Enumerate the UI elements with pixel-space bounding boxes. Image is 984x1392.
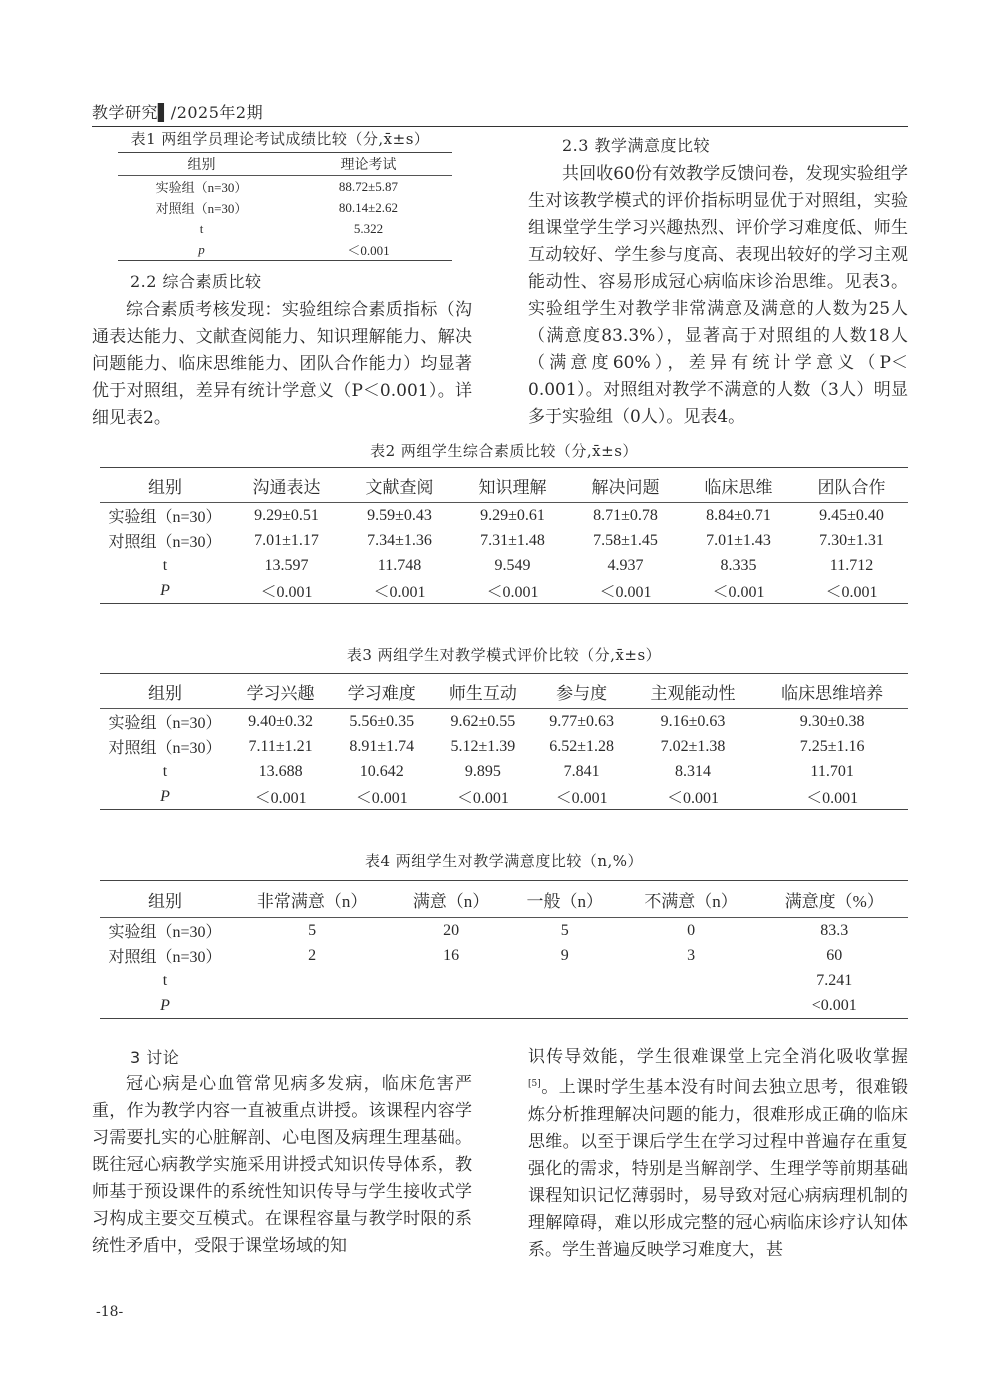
table-header-cell: 不满意（n） bbox=[644, 891, 738, 911]
section-2-2 bbox=[92, 268, 472, 432]
table-cell: 9.29±0.61 bbox=[480, 506, 545, 524]
table2-caption: 表2 两组学生综合素质比较（分,x̄±s） bbox=[370, 442, 638, 460]
table1-caption: 表1 两组学员理论考试成绩比较（分,x̄±s） bbox=[130, 130, 430, 148]
table1 bbox=[118, 152, 452, 261]
table-row bbox=[100, 968, 908, 993]
table-cell: 实验组（n=30） bbox=[108, 715, 222, 732]
table-row bbox=[118, 239, 452, 261]
table-cell: ＜0.001 bbox=[347, 243, 390, 258]
table-cell bbox=[394, 993, 508, 1019]
paragraph-text: 。上课时学生基本没有时间去独立思考，很难锻炼分析推理解决问题的能力，很难形成正确的临床思维。以至于课后学生在学习过程中普遍存在重复强化的需求，特别是当解剖学、生理学等前期基础课程知识记忆薄弱时，易导致对冠心病病理机制的理解障碍，难以形成完整的冠心病临床诊疗认知体系。学生普遍反映学习难度大，甚 bbox=[528, 1077, 908, 1260]
table-cell: 9.29±0.51 bbox=[254, 506, 319, 524]
table-cell: 80.14±2.62 bbox=[338, 199, 399, 215]
table-cell: 9.62±0.55 bbox=[450, 712, 516, 730]
table-cell: 5.12±1.39 bbox=[450, 737, 516, 755]
section-3-right bbox=[528, 1044, 908, 1264]
table-row bbox=[118, 176, 452, 198]
table-header-cell: 知识理解 bbox=[478, 477, 547, 497]
table-cell: 7.25±1.16 bbox=[799, 737, 865, 755]
table-cell: ＜0.001 bbox=[373, 584, 426, 601]
table2 bbox=[100, 467, 908, 604]
table-cell: 13.688 bbox=[258, 762, 303, 780]
table-cell bbox=[508, 968, 622, 993]
table-cell: 5 bbox=[308, 921, 317, 939]
table-header-cell: 主观能动性 bbox=[650, 683, 736, 703]
table-cell: 7.11±1.21 bbox=[248, 737, 313, 755]
table-cell: 2 bbox=[308, 946, 317, 964]
table-row bbox=[100, 528, 908, 553]
section-2-3 bbox=[528, 132, 908, 431]
table-cell: ＜0.001 bbox=[486, 584, 539, 601]
table-header-cell: 非常满意（n） bbox=[256, 891, 368, 911]
table-cell: 8.84±0.71 bbox=[706, 506, 771, 524]
table-header-cell: 组别 bbox=[148, 891, 182, 911]
table-row bbox=[100, 918, 908, 944]
table-cell: 11.748 bbox=[377, 556, 422, 574]
table-row bbox=[100, 578, 908, 604]
table-cell: ＜0.001 bbox=[825, 584, 878, 601]
table-cell: 60 bbox=[826, 946, 843, 964]
table-header-cell: 理论考试 bbox=[340, 158, 397, 173]
table-cell: ＜0.001 bbox=[260, 584, 313, 601]
section-3-left bbox=[92, 1044, 472, 1260]
table-cell bbox=[394, 968, 508, 993]
table-cell: 8.71±0.78 bbox=[593, 506, 658, 524]
table-cell: 7.01±1.17 bbox=[254, 531, 319, 549]
table-cell: ＜0.001 bbox=[806, 790, 859, 807]
table-header-cell: 沟通表达 bbox=[252, 477, 321, 497]
table-cell: ＜0.001 bbox=[355, 790, 408, 807]
table-header-cell: 临床思维 bbox=[704, 477, 773, 497]
table-row bbox=[100, 993, 908, 1019]
table-cell: ＜0.001 bbox=[456, 790, 509, 807]
table-header-row bbox=[100, 468, 908, 503]
table-header-cell: 学习难度 bbox=[347, 683, 416, 703]
table-cell: 11.712 bbox=[829, 556, 874, 574]
table-cell: 0 bbox=[687, 921, 696, 939]
table-cell: 7.30±1.31 bbox=[819, 531, 884, 549]
paragraph-text: 识传导效能，学生很难课堂上完全消化吸收掌握 bbox=[528, 1047, 908, 1067]
table-cell: 7.58±1.45 bbox=[593, 531, 658, 549]
table-row bbox=[100, 734, 908, 759]
table-cell: 9.45±0.40 bbox=[819, 506, 884, 524]
table4-caption: 表4 两组学生对教学满意度比较（n,%） bbox=[365, 852, 643, 870]
table-cell: 8.91±1.74 bbox=[349, 737, 415, 755]
table-cell: 83.3 bbox=[820, 921, 849, 939]
section-title: 2.2 综合素质比较 bbox=[130, 272, 262, 291]
table-cell: 7.31±1.48 bbox=[480, 531, 545, 549]
table-cell: 3 bbox=[687, 946, 696, 964]
section-title: 3 讨论 bbox=[130, 1048, 180, 1067]
table-row bbox=[100, 784, 908, 810]
table-header-row bbox=[118, 153, 452, 176]
table-cell: 7.34±1.36 bbox=[367, 531, 432, 549]
table-row bbox=[100, 553, 908, 578]
table-header-cell: 文献查阅 bbox=[365, 477, 434, 497]
table-row bbox=[118, 218, 452, 239]
table-cell: 对照组（n=30） bbox=[155, 201, 248, 216]
table-cell: 8.314 bbox=[675, 762, 711, 780]
table-cell: ＜0.001 bbox=[254, 790, 307, 807]
table-cell: t bbox=[162, 762, 168, 780]
table-cell: p bbox=[198, 241, 205, 257]
table-cell: 7.01±1.43 bbox=[706, 531, 771, 549]
paragraph: 共回收60份有效教学反馈问卷，发现实验组学生对该教学模式的评价指标明显优于对照组，实验组课堂学生学习兴趣热烈、评价学习难度低、师生互动较好、学生参与度高、表现出较好的学习主观能动性、容易形成冠心病临床诊治思维。见表3。实验组学生对教学非常满意及满意的人数为25人（满意度83.3%），显著高于对照组的人数18人（满意度60%），差异有统计学意义（P＜0.001）。对照组对教学不满意的人数（3人）明显多于实验组（0人）。见表4。 bbox=[528, 164, 908, 427]
table-header-cell: 组别 bbox=[187, 158, 216, 173]
table-cell: 实验组（n=30） bbox=[155, 180, 248, 195]
table-cell: t bbox=[162, 971, 168, 989]
table3 bbox=[100, 673, 908, 810]
table-cell: 实验组（n=30） bbox=[108, 924, 222, 941]
page-number: -18- bbox=[96, 1304, 124, 1320]
table-header-cell: 满意（n） bbox=[412, 891, 490, 911]
running-header bbox=[92, 100, 908, 127]
table-header-cell: 解决问题 bbox=[591, 477, 660, 497]
table-header-cell: 师生互动 bbox=[448, 683, 517, 703]
table-cell: 对照组（n=30） bbox=[108, 534, 222, 551]
table-cell: 5.56±0.35 bbox=[349, 712, 415, 730]
paragraph: 冠心病是心血管常见病多发病，临床危害严重，作为教学内容一直被重点讲授。该课程内容学习需要扎实的心脏解剖、心电图及病理生理基础。既往冠心病教学实施采用讲授式知识传导体系，教师基于预设课件的系统性知识传导与学生接收式学习构成主要交互模式。在课程容量与教学时限的系统性矛盾中，受限于课堂场域的知 bbox=[92, 1074, 472, 1256]
table-cell: 9.549 bbox=[494, 556, 531, 574]
table-cell: ＜0.001 bbox=[666, 790, 719, 807]
section-title: 2.3 教学满意度比较 bbox=[562, 136, 711, 155]
table-row bbox=[118, 197, 452, 218]
table-cell: ＜0.001 bbox=[555, 790, 608, 807]
table-cell: P bbox=[160, 787, 170, 805]
table-header-row bbox=[100, 881, 908, 918]
table-cell: ＜0.001 bbox=[712, 584, 765, 601]
table-cell: 13.597 bbox=[264, 556, 309, 574]
table-cell: 6.52±1.28 bbox=[549, 737, 614, 755]
table-cell: 7.841 bbox=[563, 762, 600, 780]
table-cell: t bbox=[162, 556, 168, 574]
table-cell: 对照组（n=30） bbox=[108, 949, 222, 966]
table4 bbox=[100, 880, 908, 1019]
table-header-row bbox=[100, 674, 908, 709]
table-header-cell: 组别 bbox=[148, 477, 182, 497]
table-cell: 8.335 bbox=[720, 556, 757, 574]
table3-caption: 表3 两组学生对教学模式评价比较（分,x̄±s） bbox=[346, 646, 662, 664]
table-header-cell: 团队合作 bbox=[817, 477, 886, 497]
table-cell bbox=[508, 993, 622, 1019]
table-cell: 7.02±1.38 bbox=[660, 737, 726, 755]
table-cell: 10.642 bbox=[359, 762, 404, 780]
table-cell: P bbox=[160, 581, 170, 599]
citation-ref: [5] bbox=[528, 1079, 541, 1089]
table-cell: 5.322 bbox=[353, 220, 384, 236]
table-header-cell: 参与度 bbox=[556, 683, 608, 703]
table-cell: 88.72±5.87 bbox=[338, 178, 399, 194]
table-cell: 9.16±0.63 bbox=[660, 712, 726, 730]
paragraph: 综合素质考核发现：实验组综合素质指标（沟通表达能力、文献查阅能力、知识理解能力、解决问题能力、临床思维能力、团队合作能力）均显著优于对照组，差异有统计学意义（P＜0.001）。详细见表2。 bbox=[92, 300, 472, 428]
table-header-cell: 一般（n） bbox=[526, 891, 603, 911]
table-cell: 9.30±0.38 bbox=[799, 712, 865, 730]
table-header-cell: 学习兴趣 bbox=[246, 683, 315, 703]
table-cell bbox=[622, 993, 761, 1019]
table-cell: ＜0.001 bbox=[599, 584, 652, 601]
table-cell: 实验组（n=30） bbox=[108, 509, 222, 526]
table-header-cell: 组别 bbox=[148, 683, 182, 703]
table-cell: 7.241 bbox=[816, 971, 853, 989]
table-cell: 对照组（n=30） bbox=[108, 740, 222, 757]
journal-issue: 教学研究▌/2025年2期 bbox=[92, 103, 264, 122]
table-cell: 16 bbox=[443, 946, 460, 964]
table-cell: 9.895 bbox=[464, 762, 501, 780]
table-cell: 4.937 bbox=[607, 556, 644, 574]
paragraph bbox=[528, 1044, 908, 1264]
table-cell: 9.77±0.63 bbox=[549, 712, 614, 730]
table-header-cell: 临床思维培养 bbox=[781, 683, 884, 703]
table-cell bbox=[230, 968, 394, 993]
table-row bbox=[100, 759, 908, 784]
table-cell: <0.001 bbox=[811, 996, 857, 1014]
table-cell: 11.701 bbox=[810, 762, 854, 780]
table-cell: P bbox=[160, 996, 170, 1014]
table-row bbox=[100, 503, 908, 529]
table-cell: 9.40±0.32 bbox=[248, 712, 313, 730]
table-cell: 20 bbox=[443, 921, 460, 939]
table-header-cell: 满意度（%） bbox=[784, 891, 884, 911]
table-cell bbox=[622, 968, 761, 993]
table-cell: 9.59±0.43 bbox=[367, 506, 432, 524]
table-cell: 9 bbox=[560, 946, 569, 964]
table-cell: 5 bbox=[560, 921, 569, 939]
table-cell: t bbox=[199, 220, 204, 236]
table-row bbox=[100, 943, 908, 968]
table-cell bbox=[230, 993, 394, 1019]
table-row bbox=[100, 709, 908, 735]
